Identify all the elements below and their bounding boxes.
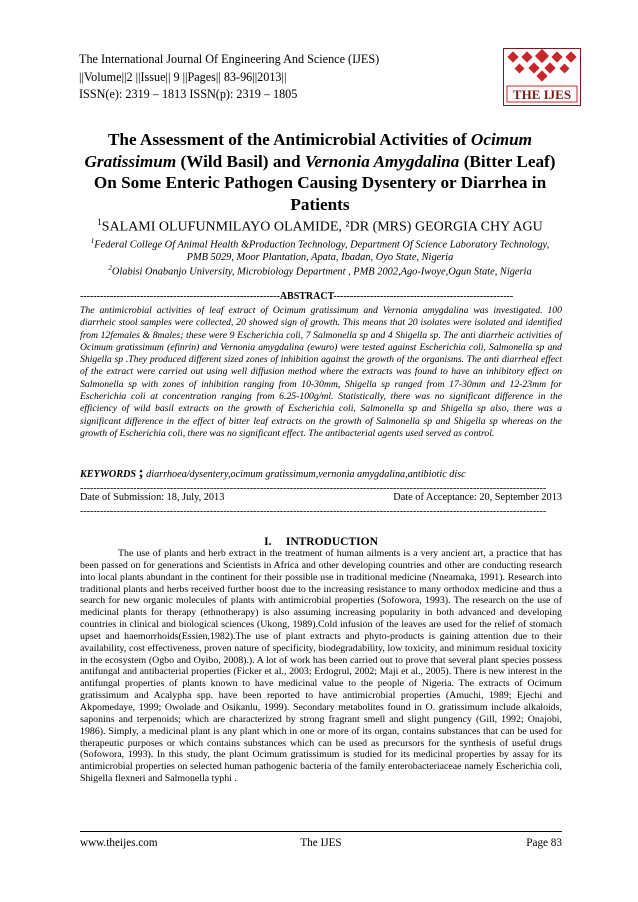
abstract-text: The antimicrobial activities of leaf extract of Ocimum gratissimum and Vernonia amygdalina was investigated. 100 diarrheic stool samples were collected, 20 showed sign of growth. This means that 20 isolates were isolated and identified from 12females & 8males; these were 9 Escherichia coli, 7 Salmonella sp and 4 Shigella sp. The anti diarrheic activities of Ocimum gratissimum (efinrin) and Vernonia amygdalina (ewuro) were tested against Escherichia coli, Salmonella sp and Shigella sp .They produced different sized zones of inhibition against the growth of the organisms. The anti diarrheal effect of the extract were carried out using well diffusion method where the extracts was found to have an inhibitory effect on Salmonella sp with zones of inhibition ranging from 10-30mm, Shigella sp ranged from 17-30mm and 12-23mm for Escherichia coli at concentration ranging from 6.25-100g/ml. Statistically, there was no significant difference in the efficiency of wild basil extracts on the growth of Escherichia coli, Salmonella sp and Shigella sp also, there was a significant difference in the effect of bitter leaf extracts on the growth of Salmonella sp and Shigella sp whereas on the growth of Escherichia coli, there was no significant effect. The antibacterial agents used served as control. [80,305,562,439]
footer-rule [80,831,562,832]
title-italic: Ocimum [470,130,533,149]
author-superscript: 1 [97,217,102,227]
page-footer [80,836,562,850]
abstract-heading [80,291,562,303]
affiliation-superscript: 2 [108,264,112,272]
keywords-list: diarrhoea/dysentery,ocimum gratissimum,vernonia amygdalina,antibiotic disc [143,469,466,480]
issn-info: ISSN(e): 2319 – 1813 ISSN(p): 2319 – 1805 [79,87,298,101]
logo-text: THE IJES [512,87,572,102]
volume-info: ||Volume||2 ||Issue|| 9 ||Pages|| 83-96||2013|| [79,69,287,84]
footer-website: www.theijes.com [80,837,158,849]
dash-rule: -------------------------------------------------------------------------------------------------------------------------------------------- [80,483,547,494]
submission-date: Date of Submission: 18, July, 2013 [80,492,225,503]
title-text: (Wild Basil) and [176,151,305,171]
affiliation-1 [60,235,580,264]
title-line: Patients [290,194,350,214]
acceptance-date: Date of Acceptance: 20, September 2013 [393,492,562,503]
keywords-separator: ; [138,465,144,481]
title-text: The Assessment of the Antimicrobial Activities of [107,130,471,149]
author-names: SALAMI OLUFUNMILAYO OLAMIDE, ²DR (MRS) GEORGIA CHY AGU [101,219,543,235]
affiliation-2 [60,262,580,278]
dash-rule: -------------------------------------------------------------------------------------------------------------------------------------------- [80,506,547,517]
abstract-title: ABSTRACT [279,291,334,302]
keywords-label: KEYWORDS [80,469,137,480]
journal-header [79,51,379,104]
title-line: On Some Enteric Pathogen Causing Dysentery or Diarrhea in [93,173,547,192]
paper-title [60,129,580,215]
title-italic: Vernonia Amygdalina [304,151,460,171]
author-list [60,214,580,236]
section-number: I. [264,536,272,548]
introduction-body [80,548,562,785]
dash-rule: ------------------------------------------------------ [333,291,514,302]
title-text: (Bitter Leaf) [459,151,556,171]
keywords [80,466,562,482]
ijes-logo [503,48,581,106]
affiliation-text: PMB 5029, Moor Plantation, Apata, Ibadan, Oyo State, Nigeria [186,252,454,264]
journal-name: The International Journal Of Engineering And Science (IJES) [79,52,380,66]
affiliation-text: Federal College Of Animal Health &Production Technology, Department Of Science Laboratory Technology, [94,239,550,251]
affiliation-superscript: 1 [90,237,95,245]
affiliation-text: Olabisi Onabanjo University, Microbiology Department , PMB 2002,Ago-Iwoye,Ogun State, Nigeria [111,266,532,278]
page-number: Page 83 [526,837,562,849]
section-heading [80,535,562,549]
body-paragraph: The use of plants and herb extract in the treatment of human ailments is a very ancient art, a practice that has been passed on for generations and Scientists in Africa and other developing countries and other are conducting research into local plants abundant in the continent for their possible use in traditional medicine (Nneamaka, 1991). Research into traditional plants and herbs received further boost due to the increasing resistance to many orthodox medicine and thus a search for new organic molecules of plants with antimicrobial properties (Sofowora, 1993). The research on the use of medicinal plants for therapy (ethnotherapy) is also assuming increasing popularity in both advanced and developing countries in clinical and biological sciences (Ukong, 1989).Cold infusion of the leaves are used for the relief of stomach upset and haemorrhoids(Essien,1982).The use of plant extracts and phyto-products is gaining attention due to their availability, cost effectiveness, proven nature of specificity, biodegradability, low toxicity, and minimum residual toxicity in the ecosystem (Ogbo and Oyibo, 2008).). A lot of work has been carried out to prove that several plant species possess antifungal and antibacterial properties (Ficker et al., 2003; Erdogrul, 2002; Maji et al., 2005). There is new interest in the antifungal properties of plants known to have medicinal value to the people of Nigeria. The extracts of Ocimum gratissimum and Acalypha spp. have been reported to have antimicrobial properties (Amuchi, 1989; Ejechi and Akpomedaye, 1999; Owolade and Osikanlu, 1999). Secondary metabolites found in O. gratissimum include alkaloids, saponins and terpenoids; which are characterized by strong fragrant smell and slight pungency (Gill, 1992; Onajobi, 1986). Simply, a medicinal plant is any plant which in one or more of its organ, contains substances that can be used for therapeutic purposes or which contains substances which can be used as precursors for the synthesis of useful drugs (Sofowora, 1993). In this study, the plant Ocimum gratissimum is studied for its medicinal properties by assay for its antimicrobial properties on selected human pathogenic bacteria of the family enterobacteriaceae namely Escherichia coli, Shigella flexneri and Salmonella typhi . [80,548,562,785]
ijes-logo-graphic [503,48,581,106]
dash-rule: ------------------------------------------------------------ [80,291,280,302]
dates-row [80,491,562,504]
section-title: INTRODUCTION [285,536,378,548]
footer-journal: The IJES [300,837,342,849]
title-italic: Gratissimum [84,151,177,171]
